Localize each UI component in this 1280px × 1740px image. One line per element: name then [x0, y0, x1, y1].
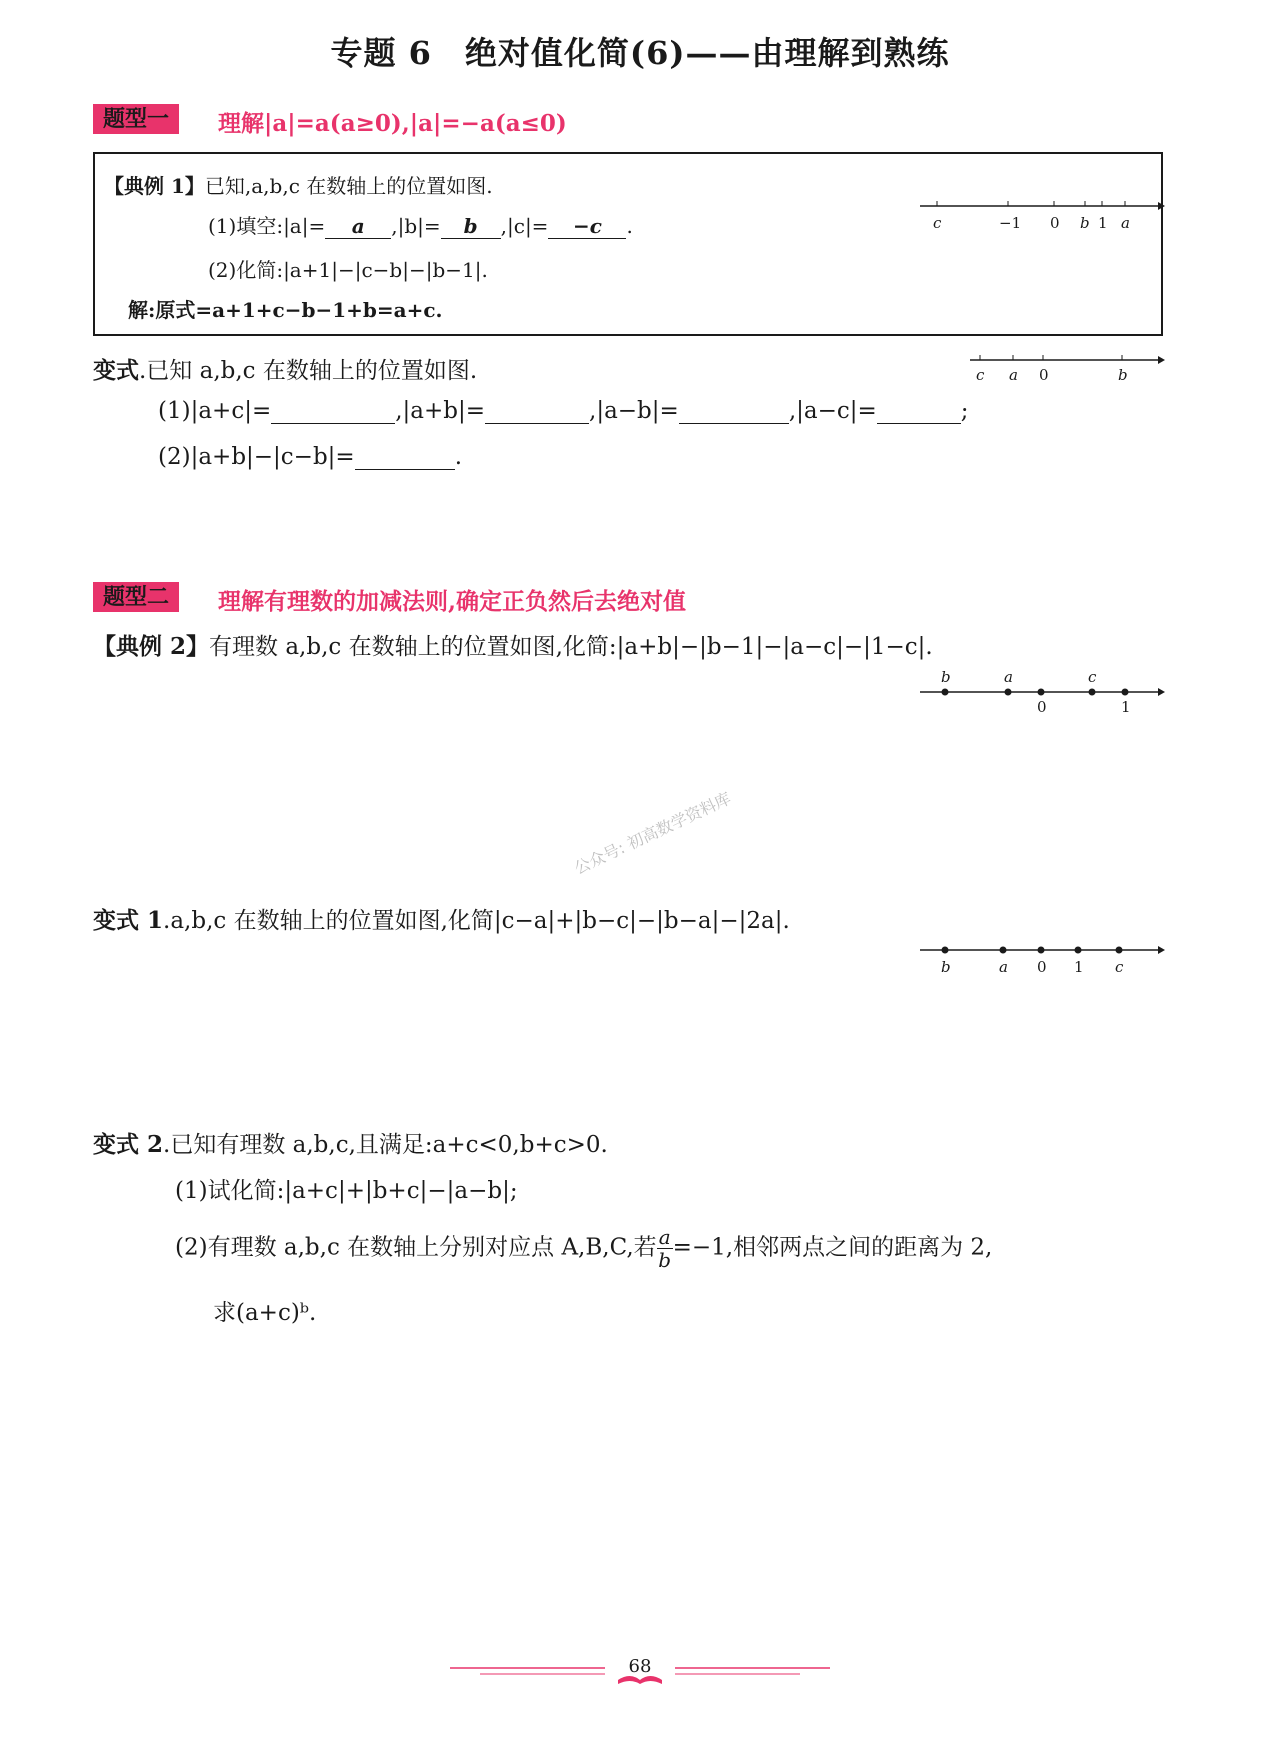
- example2-text: 有理数 a,b,c 在数轴上的位置如图,化简:|a+b|−|b−1|−|a−c|−|1−c|.: [209, 634, 933, 660]
- variant-q1-part4: ,|a−c|=: [788, 398, 877, 424]
- v1-axis-label-1: 1: [1074, 958, 1084, 976]
- example1-q1-prefix: (1)填空:|a|=: [208, 214, 326, 238]
- ex2-axis-label-c: c: [1088, 670, 1097, 686]
- variant2-q2-after: =−1,相邻两点之间的距离为 2,: [672, 1234, 993, 1261]
- example1-answer-c: −c: [548, 214, 626, 239]
- section1-heading: 理解|a|=a(a≥0),|a|=−a(a≤0): [218, 110, 567, 137]
- section2-tag: 题型二: [93, 582, 179, 612]
- variant-blank-4[interactable]: [877, 401, 961, 424]
- variant1-line: [93, 902, 790, 935]
- watermark: 公众号: 初高数学资料库: [571, 788, 734, 878]
- example1-intro-line: [104, 170, 493, 199]
- variant-q1: [158, 398, 969, 424]
- example1-label: 【典例 1】: [104, 174, 205, 198]
- section2-heading: 理解有理数的加减法则,确定正负然后去绝对值: [218, 588, 687, 615]
- example1-q1: [208, 210, 633, 239]
- page-number: 68: [628, 1656, 652, 1677]
- ex1-axis-label-0: 0: [1050, 214, 1060, 232]
- variant-q2-part1: (2)|a+b|−|c−b|=: [158, 444, 355, 470]
- example2-line: [93, 628, 933, 661]
- section1-tag: 题型一: [93, 104, 179, 134]
- variant2-q2: [175, 1226, 992, 1271]
- variant-q1-part3: ,|a−b|=: [589, 398, 679, 424]
- variant2-q2-line2: 求(a+c)ᵇ.: [213, 1300, 317, 1326]
- variant-label: 变式: [93, 357, 139, 384]
- ex1-axis-label-1: 1: [1098, 214, 1108, 232]
- fraction-numerator: a: [658, 1225, 671, 1249]
- var-axis-label-0: 0: [1039, 366, 1049, 384]
- example1-answer-a: a: [325, 214, 391, 239]
- variant2-line: [93, 1126, 608, 1159]
- ex2-axis-label-a: a: [1004, 670, 1013, 686]
- ex2-axis-label-0: 0: [1037, 698, 1047, 716]
- ex2-axis-label-1: 1: [1121, 698, 1131, 716]
- variant-blank-5[interactable]: [355, 447, 455, 470]
- var-axis-label-b: b: [1118, 366, 1128, 384]
- variant2-q1: (1)试化简:|a+c|+|b+c|−|a−b|;: [175, 1178, 518, 1204]
- variant-q2: [158, 444, 462, 470]
- v1-axis-label-b: b: [941, 958, 951, 976]
- example1-number-line: [915, 196, 1165, 236]
- ex1-axis-label-c: c: [933, 214, 942, 232]
- variant-intro: .已知 a,b,c 在数轴上的位置如图.: [139, 358, 478, 384]
- example1-answer-b: b: [441, 214, 501, 239]
- example1-intro: 已知,a,b,c 在数轴上的位置如图.: [204, 174, 493, 198]
- v1-axis-label-c: c: [1115, 958, 1124, 976]
- example2-number-line: [915, 670, 1165, 720]
- variant1-number-line: [915, 940, 1165, 980]
- example1-solution: 解:原式=a+1+c−b−1+b=a+c.: [128, 298, 443, 322]
- variant2-q2-before: (2)有理数 a,b,c 在数轴上分别对应点 A,B,C,若: [175, 1234, 657, 1261]
- var-axis-label-c: c: [976, 366, 985, 384]
- example1-q1-mid2: ,|c|=: [500, 214, 549, 238]
- ex1-axis-label-neg1: −1: [999, 214, 1022, 232]
- ex1-axis-label-b: b: [1080, 214, 1090, 232]
- fraction-denominator: b: [658, 1248, 672, 1272]
- variant-q1-part2: ,|a+b|=: [395, 398, 486, 424]
- v1-axis-label-0: 0: [1037, 958, 1047, 976]
- variant2-fraction: [657, 1226, 673, 1271]
- example1-q1-mid1: ,|b|=: [391, 214, 441, 238]
- variant-intro-line: [93, 352, 477, 385]
- variant-q1-end: ;: [960, 398, 969, 424]
- example1-q2: (2)化简:|a+1|−|c−b|−|b−1|.: [208, 258, 488, 282]
- variant-blank-2[interactable]: [485, 401, 589, 424]
- variant-q2-end: .: [454, 444, 463, 470]
- variant1-text: .a,b,c 在数轴上的位置如图,化简|c−a|+|b−c|−|b−a|−|2a|.: [163, 908, 790, 934]
- book-icon: [618, 1676, 662, 1684]
- variant2-label: 变式 2: [93, 1131, 164, 1158]
- variant-number-line: [965, 352, 1165, 388]
- page-title: 专题 6 绝对值化简(6)——由理解到熟练: [330, 34, 950, 72]
- variant-blank-1[interactable]: [271, 401, 395, 424]
- variant1-label: 变式 1: [93, 907, 164, 934]
- example2-label: 【典例 2】: [93, 633, 210, 660]
- variant2-text: .已知有理数 a,b,c,且满足:a+c<0,b+c>0.: [163, 1132, 608, 1158]
- v1-axis-label-a: a: [999, 958, 1008, 976]
- ex2-axis-label-b: b: [941, 670, 951, 686]
- example1-q1-end: .: [626, 214, 633, 238]
- ex1-axis-label-a: a: [1121, 214, 1130, 232]
- variant-blank-3[interactable]: [679, 401, 789, 424]
- variant-q1-part1: (1)|a+c|=: [158, 398, 272, 424]
- var-axis-label-a: a: [1009, 366, 1018, 384]
